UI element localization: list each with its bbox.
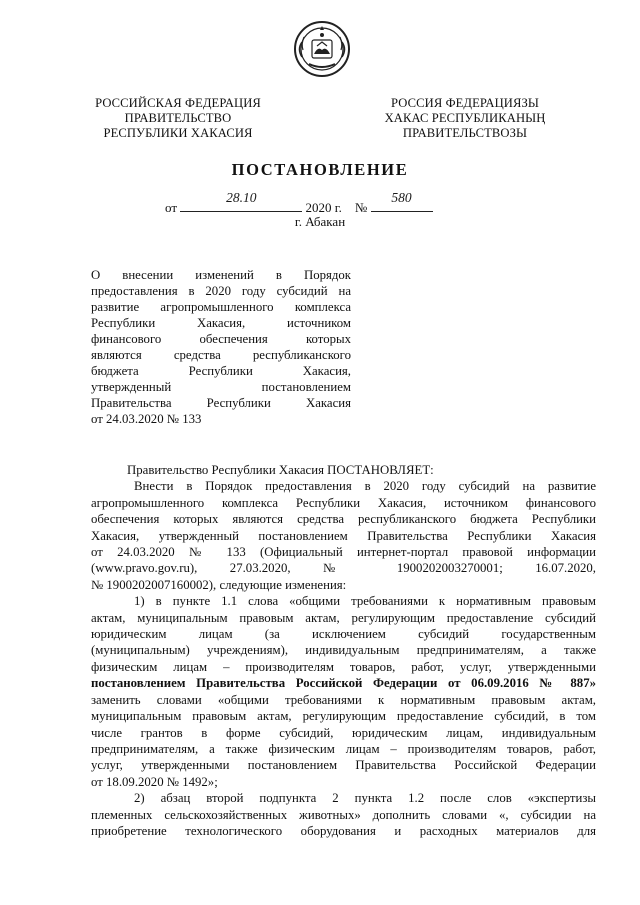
- subject-line: Правительства Республики Хакасия: [91, 396, 351, 410]
- header-left-line: ПРАВИТЕЛЬСТВО: [124, 111, 232, 125]
- subject-line: бюджета Республики Хакасия,: [91, 364, 351, 378]
- handwritten-number: 580: [391, 190, 412, 205]
- header-right-line: ПРАВИТЕЛЬСТВОЗЫ: [402, 126, 528, 140]
- item-line: 2) абзац второй подпункта 2 пункта 1.2 после слов «экспертизы: [134, 791, 596, 806]
- subject-line: развитие агропромышленного комплекса: [91, 300, 351, 314]
- number-label: №: [354, 200, 368, 215]
- paragraph-line: Хакасия, утвержденный постановлением Правительства Республики Хакасия: [91, 528, 596, 543]
- paragraph-line: № 1900202007160002), следующие изменения:: [91, 577, 347, 592]
- date-from-label: от: [165, 200, 178, 215]
- subject-line: О внесении изменений в Порядок: [91, 268, 351, 282]
- header-right-line: РОССИЯ ФЕДЕРАЦИЯЗЫ: [391, 96, 539, 110]
- paragraph-line: (www.pravo.gov.ru), 27.03.2020, № 1900202003270001; 16.07.2020,: [91, 561, 596, 576]
- header-right-line: ХАКАС РЕСПУБЛИКАНЫҢ: [384, 111, 546, 125]
- number-field: [371, 190, 433, 212]
- year-label: 2020 г.: [305, 200, 342, 215]
- item-line: 1) в пункте 1.1 слова «общими требованиями к нормативным правовым: [134, 594, 596, 609]
- header-left: [78, 96, 278, 141]
- document-title: ПОСТАНОВЛЕНИЕ: [231, 160, 409, 179]
- subject-line: являются средства республиканского: [91, 348, 351, 362]
- item-line: предпринимателям, а также физическим лицам – производителям товаров, работ,: [91, 741, 596, 756]
- item-line: услуг, утвержденными постановлением Правительства Российской Федерации: [91, 758, 596, 773]
- date-line: [165, 190, 433, 216]
- item-line: юридическим лицам (за исключением субсидий государственным: [91, 627, 596, 642]
- subject-line: предоставления в 2020 году субсидий на: [91, 284, 351, 298]
- subject-line: финансового обеспечения которых: [91, 332, 351, 346]
- item-line: физическим лицам – производителям товаров, работ, услуг, утвержденными: [91, 659, 596, 674]
- subject-block: [91, 267, 351, 427]
- paragraph-line: агропромышленного комплекса Республики Хакасия, источником финансового: [91, 495, 596, 510]
- subject-line: Республики Хакасия, источником: [91, 316, 351, 330]
- item-line: приобретение технологического оборудования и расходных материалов для: [91, 823, 596, 838]
- city-label: г. Абакан: [294, 214, 346, 229]
- item-line: постановлением Правительства Российской Федерации от 06.09.2016 № 887»: [91, 676, 596, 691]
- header-right: [355, 96, 575, 141]
- item-line: племенных сельскохозяйственных животных» дополнить словами «, субсидии на: [91, 807, 596, 822]
- date-field: [180, 190, 302, 212]
- body-text: [91, 462, 596, 839]
- paragraph-line: Внести в Порядок предоставления в 2020 году субсидий на развитие: [134, 479, 596, 494]
- item-line: актам, муниципальным правовым актам, регулирующим предоставление субсидий: [91, 610, 596, 625]
- item-line: муниципальным правовым актам, регулирующим предоставление субсидий, в том: [91, 709, 596, 724]
- item-line: от 18.09.2020 № 1492»;: [91, 774, 218, 789]
- subject-line: от 24.03.2020 № 133: [91, 412, 202, 426]
- paragraph-line: от 24.03.2020 № 133 (Официальный интернет-портал правовой информации: [91, 545, 596, 560]
- coat-of-arms-icon: [293, 20, 351, 78]
- item-line: (муниципальным) учреждениям), индивидуальным предпринимателям, а также: [91, 643, 596, 658]
- header-left-line: РЕСПУБЛИКИ ХАКАСИЯ: [103, 126, 253, 140]
- handwritten-date: 28.10: [226, 190, 257, 205]
- header-left-line: РОССИЙСКАЯ ФЕДЕРАЦИЯ: [95, 96, 261, 110]
- decree-line: Правительство Республики Хакасия ПОСТАНОВЛЯЕТ:: [127, 463, 434, 477]
- item-line: заменить словами «общими требованиями к нормативным правовым актам,: [91, 692, 596, 707]
- paragraph-line: обеспечения которых являются средства республиканского бюджета Республики: [91, 512, 596, 527]
- item-line: числе грантов в форме субсидий, юридическим лицам, индивидуальным: [91, 725, 596, 740]
- subject-line: утвержденный постановлением: [91, 380, 351, 394]
